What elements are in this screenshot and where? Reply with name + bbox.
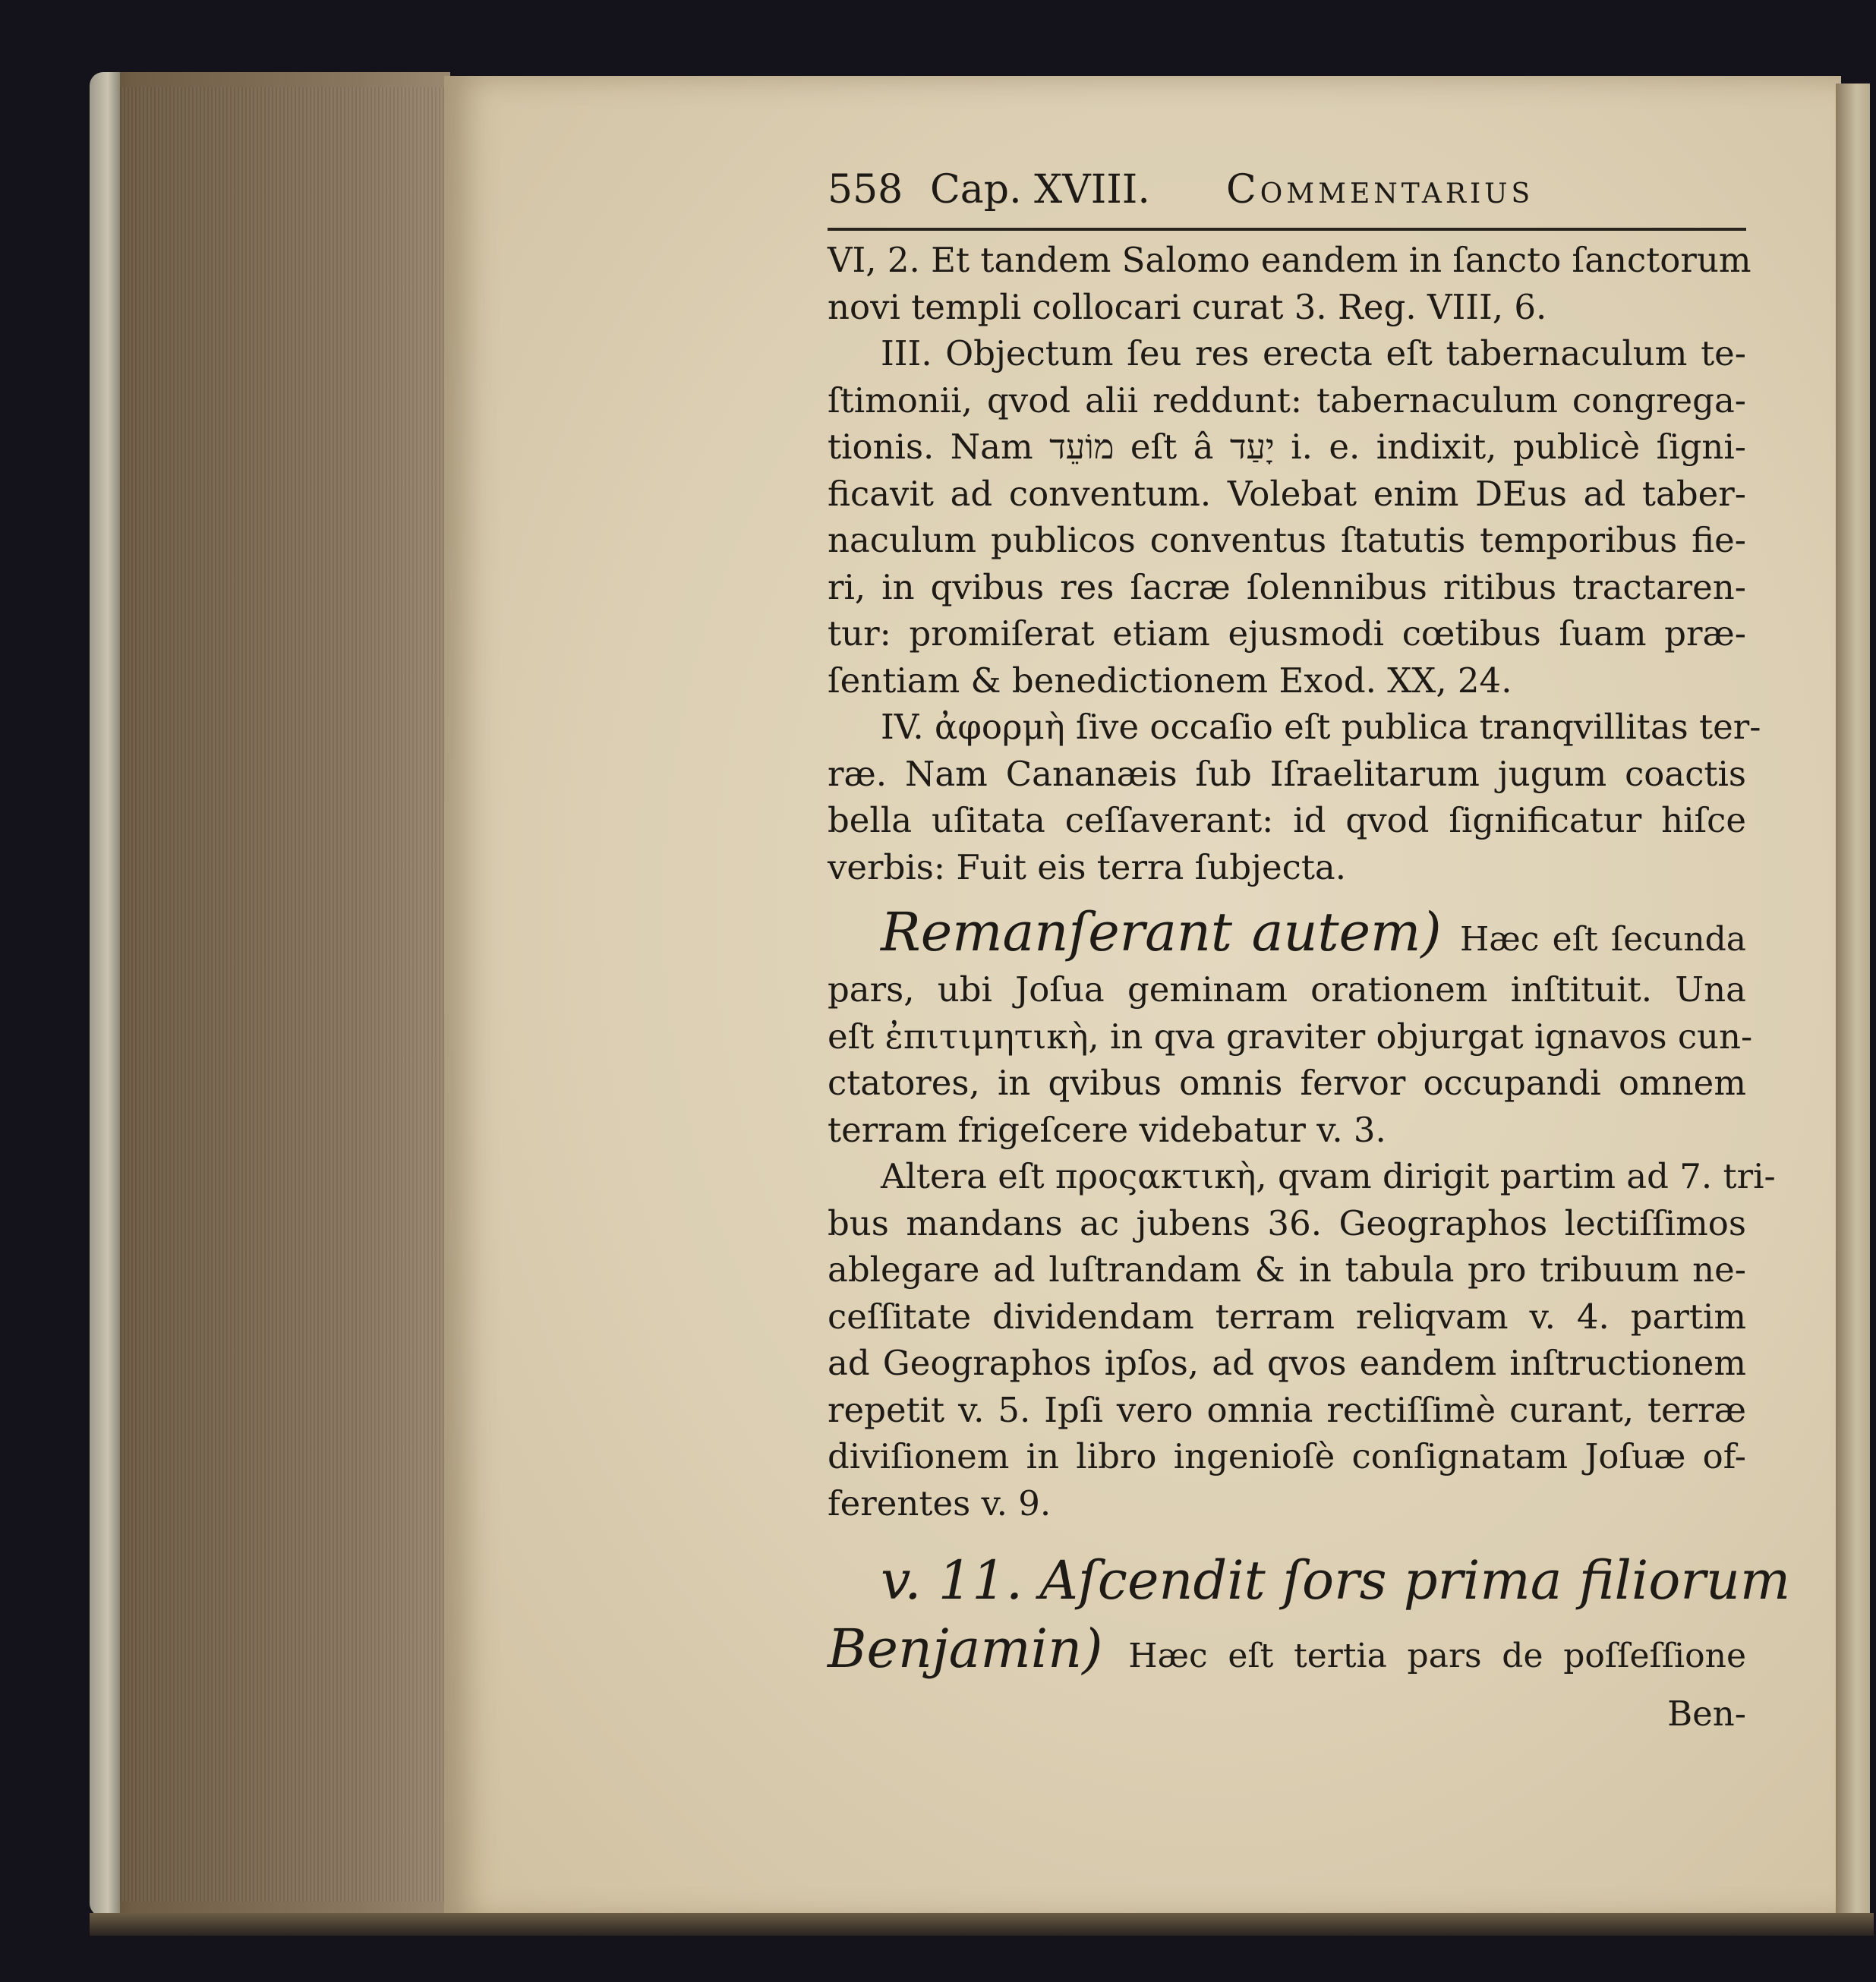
verse-heading-line xyxy=(828,1615,1746,1683)
text-line: ſtimonii, qvod alii reddunt: tabernaculum congrega- xyxy=(828,380,1746,421)
text-line: VI, 2. Et tandem Salomo eandem in ſancto ſanctorum xyxy=(828,240,1751,280)
chapter-label: Cap. XVIII. xyxy=(930,167,1150,213)
text-line: tionis. Nam מוֹעֵד eſt â יָעַד i. e. indixit, publicè ſigni- xyxy=(828,427,1746,467)
text-line: ri, in qvibus res ſacræ ſolennibus ritibus tractaren- xyxy=(828,566,1746,607)
text-line: eſt ἐπιτιμητικὴ, in qva graviter objurgat ignavos cun- xyxy=(828,1016,1753,1057)
running-head: Commentarius xyxy=(1226,167,1534,213)
text-line: ferentes v. 9. xyxy=(828,1483,1052,1524)
book-page-edges xyxy=(90,72,450,1917)
catchword: Ben- xyxy=(1667,1694,1746,1734)
text-line: ctatores, in qvibus omnis fervor occupandi omnem xyxy=(828,1063,1746,1103)
text-line: bella uſitata ceſſaverant: id qvod ſignificatur hiſce xyxy=(828,800,1746,840)
text-line: novi templi collocari curat 3. Reg. VIII, 6. xyxy=(828,286,1547,327)
text-line: ſentiam & benedictionem Exod. XX, 24. xyxy=(828,660,1512,701)
page-block xyxy=(120,87,450,1902)
text-line: tur: promiſerat etiam ejusmodi cœtibus ſuam præ- xyxy=(828,613,1746,654)
text-line: ad Geographos ipſos, ad qvos eandem inſtructionem xyxy=(828,1343,1746,1383)
book-bottom-edge xyxy=(90,1913,1874,1936)
text-line: repetit v. 5. Ipſi vero omnia rectiſſimè curant, terræ xyxy=(828,1389,1746,1430)
text-line: ræ. Nam Cananæis ſub Iſraelitarum jugum coactis xyxy=(828,753,1746,794)
page-number: 558 xyxy=(828,167,903,213)
text-line: pars, ubi Joſua geminam orationem inſtituit. Una xyxy=(828,969,1746,1010)
text-line: verbis: Fuit eis terra ſubjecta. xyxy=(828,846,1347,887)
text-line: bus mandans ac jubens 36. Geographos lectiſſimos xyxy=(828,1202,1746,1243)
verse-lead-continuation: Hæc eſt tertia pars de poſſeſſione xyxy=(1128,1637,1746,1675)
text-line: IV. ἀφορμὴ ſive occaſio eſt publica tranqvillitas ter- xyxy=(881,707,1761,747)
text-line: ficavit ad conventum. Volebat enim DEus ad taber- xyxy=(828,473,1746,514)
running-header xyxy=(828,167,1746,231)
verse-heading: v. 11. Aſcendit ſors prima filiorum xyxy=(881,1549,1791,1612)
text-line: III. Objectum ſeu res erecta eſt tabernaculum te- xyxy=(881,333,1746,373)
text-line: Altera eſt προςακτικὴ, qvam dirigit partim ad 7. tri- xyxy=(881,1156,1776,1196)
text-line: terram frigeſcere videbatur v. 3. xyxy=(828,1109,1386,1150)
text-line: diviſionem in libro ingenioſè conſignatam Joſuæ of- xyxy=(828,1436,1746,1476)
section-heading-line xyxy=(828,898,1746,966)
section-lead-continuation: Hæc eſt ſecunda xyxy=(1459,920,1746,959)
text-line: ceſſitate dividendam terram reliqvam v. 4. partim xyxy=(828,1296,1746,1337)
facing-page-edge xyxy=(1836,84,1870,1913)
text-line: ablegare ad luſtrandam & in tabula pro tribuum ne- xyxy=(828,1249,1746,1290)
book-cover-edge xyxy=(90,72,120,1917)
verse-heading-line xyxy=(828,1546,1791,1615)
page-text xyxy=(828,167,1791,1738)
verse-lead: Benjamin) xyxy=(828,1618,1103,1680)
section-lead: Remanſerant autem) xyxy=(881,901,1442,963)
text-line: naculum publicos conventus ſtatutis temporibus fie- xyxy=(828,520,1746,560)
